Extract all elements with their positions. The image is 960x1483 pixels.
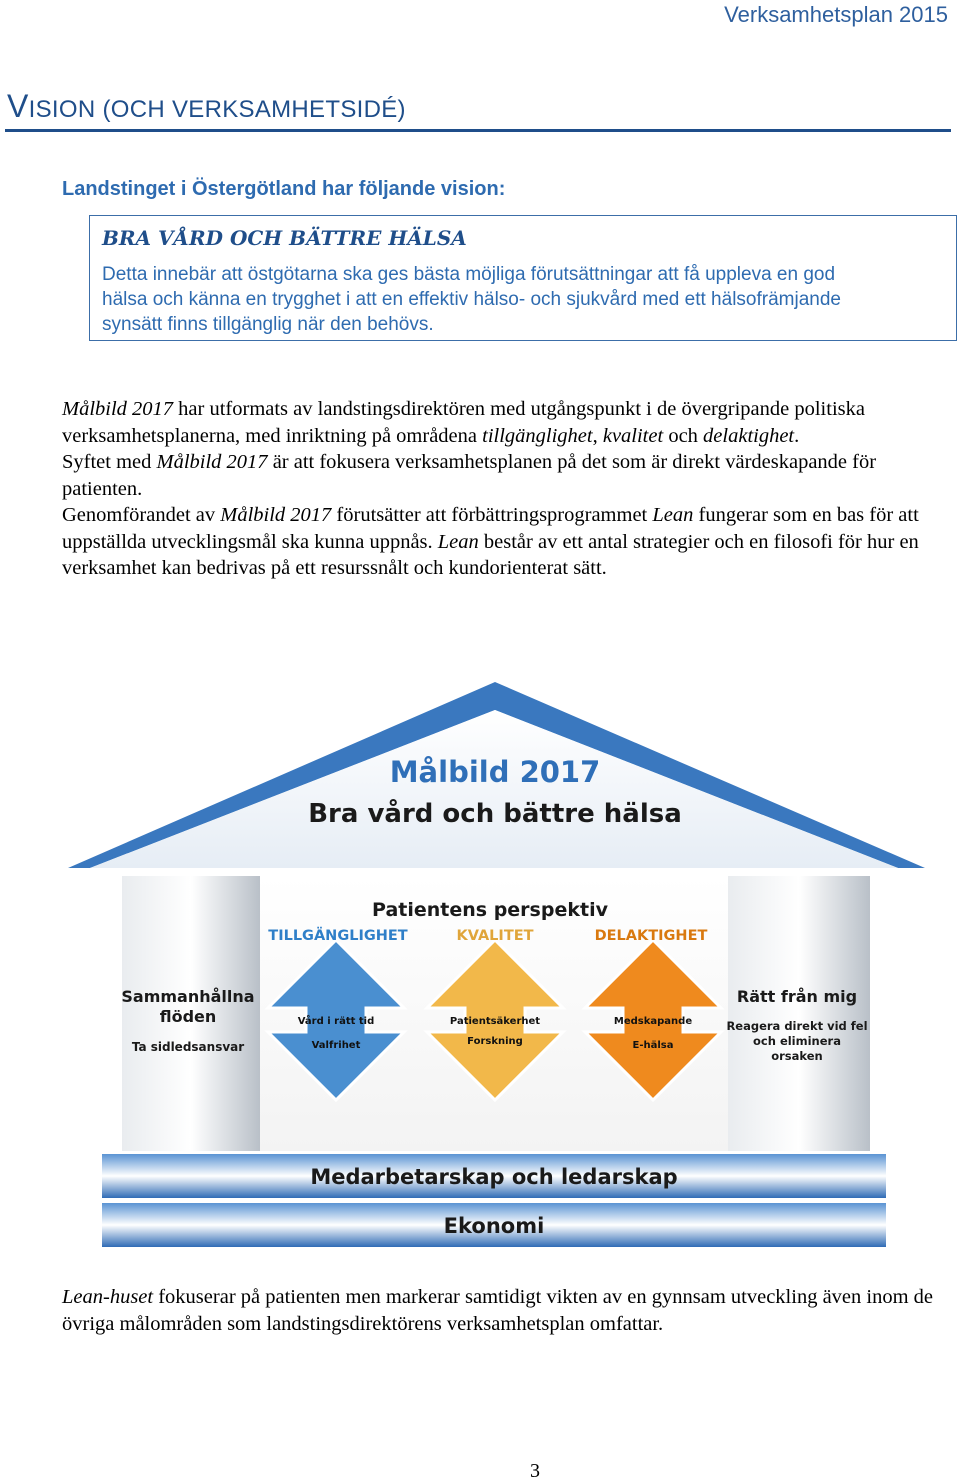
paragraph-syftet: Syftet med Målbild 2017 är att fokusera verksamhetsplanen på det som är direkt värdeskapande för patienten. (62, 451, 877, 500)
arrow-kvalitet-line2: Forskning (467, 1036, 523, 1047)
arrow-tillganglighet-line1: Vård i rätt tid (297, 1016, 375, 1027)
lean-house-diagram (60, 676, 930, 1256)
arrow-kvalitet-line1: Patientsäkerhet (449, 1016, 541, 1027)
left-pillar-title-2: flöden (159, 1007, 217, 1026)
left-pillar-title-1: Sammanhållna (121, 987, 255, 1006)
section-title-rest: (OCH VERKSAMHETSIDÉ) (95, 96, 406, 123)
section-title-initial: V (7, 88, 29, 124)
vision-box (89, 215, 957, 341)
right-pillar (728, 876, 870, 1151)
running-header: Verksamhetsplan 2015 (724, 2, 948, 27)
right-pillar-sub-2: och eliminera (753, 1034, 841, 1048)
label-kvalitet: KVALITET (456, 928, 534, 944)
right-pillar-sub-1: Reagera direkt vid fel (726, 1019, 868, 1033)
arrow-delaktighet-line1: Medskapande (613, 1016, 693, 1027)
label-delaktighet: DELAKTIGHET (594, 928, 708, 944)
paragraph-malbild: Målbild 2017 har utformats av landstingsdirektören med utgångspunkt i de övergripande politiska verksamhetsplanerna, med inriktning på områdena tillgänglighet, kvalitet och delaktighet. (62, 398, 865, 447)
vision-line: synsätt finns tillgänglig när den behövs. (102, 314, 434, 335)
right-pillar-title: Rätt från mig (736, 987, 858, 1006)
vision-intro: Landstinget i Östergötland har följande vision: (62, 178, 506, 200)
roof-subtitle: Bra vård och bättre hälsa (308, 799, 682, 829)
label-tillganglighet: TILLGÄNGLIGHET (268, 928, 408, 944)
page-number: 3 (530, 1460, 540, 1482)
section-title (7, 88, 406, 125)
center-heading: Patientens perspektiv (372, 899, 608, 921)
vision-heading: BRA VÅRD OCH BÄTTRE HÄLSA (102, 226, 467, 250)
paragraph-genomforandet: Genomförandet av Målbild 2017 förutsätter att förbättringsprogrammet Lean fungerar som en bas för att uppställda utvecklingsmål ska kunna uppnås. Lean består av ett antal strategier och en filosofi för hur en verksamhet kan bedrivas på ett resurssnålt och kundorienterat sätt. (62, 504, 919, 579)
roof-inner (90, 710, 898, 868)
vision-line: Detta innebär att östgötarna ska ges bästa möjliga förutsättningar att få uppleva en god (102, 264, 836, 285)
body-text (62, 396, 952, 582)
ekonomi-label: Ekonomi (443, 1214, 545, 1238)
left-pillar-sub: Ta sidledsansvar (131, 1040, 245, 1054)
title-rule (5, 129, 951, 132)
arrow-delaktighet-line2: E-hälsa (632, 1040, 674, 1051)
section-title-word: ISION (28, 96, 96, 123)
right-pillar-sub-3: orsaken (771, 1049, 823, 1063)
vision-line: hälsa och känna en trygghet i att en effektiv hälso- och sjukvård med ett hälsofrämjande (102, 289, 841, 310)
medarbetarskap-label: Medarbetarskap och ledarskap (310, 1165, 678, 1189)
paragraph-lean-huset: Lean-huset fokuserar på patienten men markerar samtidigt vikten av en gynnsam utveckling även inom de övriga målområden som landstingsdirektörens verksamhetsplan omfattar. (62, 1286, 934, 1335)
arrow-tillganglighet-line2: Valfrihet (311, 1040, 361, 1051)
vision-text (102, 262, 942, 337)
roof-title: Målbild 2017 (389, 755, 601, 789)
